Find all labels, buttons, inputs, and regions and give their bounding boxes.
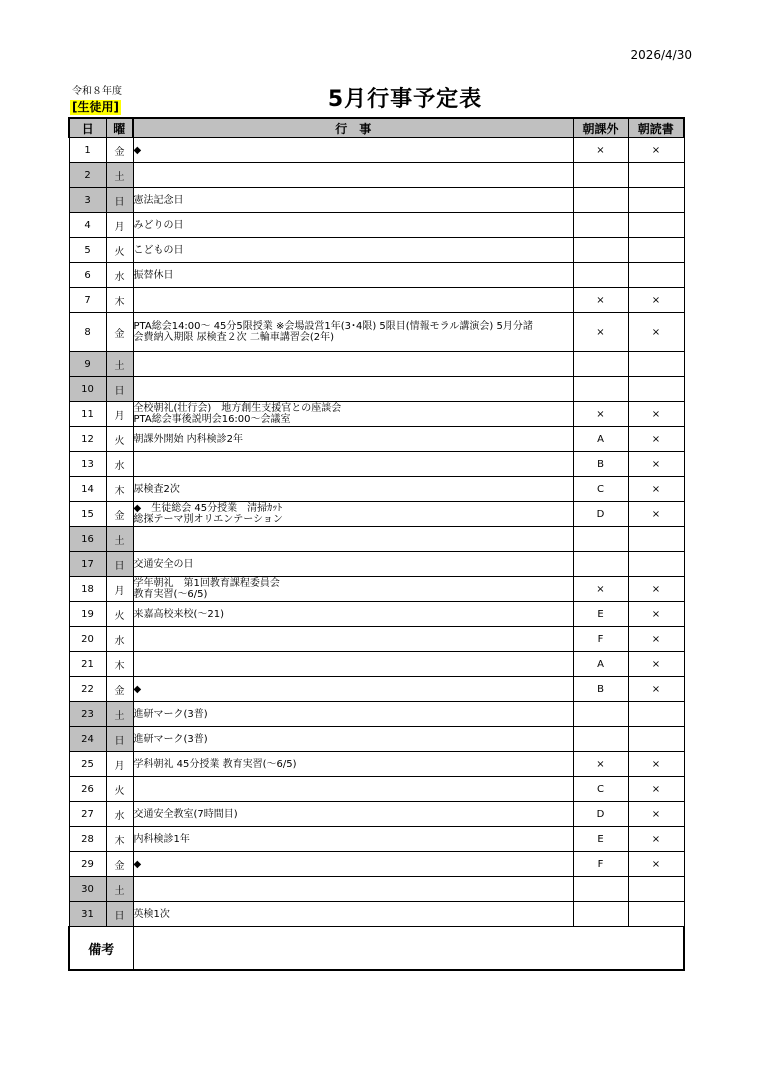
morning-reading-cell	[628, 527, 684, 552]
morning-reading-cell: ×	[628, 777, 684, 802]
morning-class-cell	[573, 527, 628, 552]
weekday-cell: 土	[106, 702, 133, 727]
table-row	[69, 652, 684, 677]
morning-class-cell	[573, 238, 628, 263]
weekday-cell: 水	[106, 263, 133, 288]
weekday-cell: 木	[106, 477, 133, 502]
header-weekday: 曜	[106, 118, 133, 138]
remarks-label: 備考	[69, 927, 133, 971]
table-row	[69, 902, 684, 927]
morning-class-cell: E	[573, 827, 628, 852]
day-cell: 18	[69, 577, 106, 602]
table-row	[69, 477, 684, 502]
event-cell	[133, 377, 573, 402]
day-cell: 24	[69, 727, 106, 752]
morning-reading-cell	[628, 163, 684, 188]
remarks-row	[69, 927, 684, 971]
table-row	[69, 627, 684, 652]
morning-class-cell: A	[573, 427, 628, 452]
usage-tag: [生徒用]	[72, 100, 119, 114]
weekday-cell: 火	[106, 777, 133, 802]
weekday-cell: 日	[106, 188, 133, 213]
day-cell: 5	[69, 238, 106, 263]
morning-reading-cell: ×	[628, 427, 684, 452]
morning-class-cell: D	[573, 502, 628, 527]
print-date: 2026/4/30	[630, 48, 692, 62]
weekday-cell: 木	[106, 288, 133, 313]
table-row	[69, 188, 684, 213]
fiscal-year-label: 令和８年度	[72, 86, 122, 97]
table-row	[69, 577, 684, 602]
weekday-cell: 金	[106, 852, 133, 877]
event-cell: ◆	[133, 852, 573, 877]
weekday-cell: 月	[106, 213, 133, 238]
morning-class-cell: ×	[573, 313, 628, 352]
day-cell: 10	[69, 377, 106, 402]
weekday-cell: 金	[106, 502, 133, 527]
morning-class-cell: D	[573, 802, 628, 827]
weekday-cell: 月	[106, 402, 133, 427]
day-cell: 6	[69, 263, 106, 288]
morning-reading-cell: ×	[628, 602, 684, 627]
table-row	[69, 752, 684, 777]
schedule-body	[69, 138, 684, 971]
weekday-cell: 日	[106, 727, 133, 752]
event-cell	[133, 627, 573, 652]
day-cell: 11	[69, 402, 106, 427]
day-cell: 1	[69, 138, 106, 163]
event-cell: 進研マーク(3普)	[133, 702, 573, 727]
table-row	[69, 852, 684, 877]
morning-reading-cell	[628, 213, 684, 238]
morning-class-cell: ×	[573, 138, 628, 163]
weekday-cell: 土	[106, 352, 133, 377]
day-cell: 20	[69, 627, 106, 652]
day-cell: 17	[69, 552, 106, 577]
day-cell: 27	[69, 802, 106, 827]
morning-class-cell	[573, 377, 628, 402]
table-row	[69, 777, 684, 802]
event-cell	[133, 288, 573, 313]
event-cell	[133, 877, 573, 902]
event-cell: ◆	[133, 677, 573, 702]
morning-class-cell: F	[573, 627, 628, 652]
event-cell: みどりの日	[133, 213, 573, 238]
weekday-cell: 木	[106, 652, 133, 677]
day-cell: 14	[69, 477, 106, 502]
morning-class-cell	[573, 727, 628, 752]
morning-reading-cell: ×	[628, 477, 684, 502]
morning-reading-cell	[628, 238, 684, 263]
morning-class-cell	[573, 877, 628, 902]
weekday-cell: 水	[106, 802, 133, 827]
day-cell: 3	[69, 188, 106, 213]
event-cell: PTA総会14:00～ 45分5限授業 ※会場設営1年(3･4限) 5限目(情報モラル講演会) 5月分諸 会費納入期限 尿検査２次 二輪車講習会(2年)	[133, 313, 573, 352]
table-row	[69, 452, 684, 477]
event-cell: 朝課外開始 内科検診2年	[133, 427, 573, 452]
table-row	[69, 263, 684, 288]
event-cell: 学科朝礼 45分授業 教育実習(～6/5)	[133, 752, 573, 777]
event-cell	[133, 652, 573, 677]
weekday-cell: 火	[106, 602, 133, 627]
morning-reading-cell: ×	[628, 802, 684, 827]
morning-reading-cell	[628, 263, 684, 288]
weekday-cell: 水	[106, 627, 133, 652]
table-row	[69, 727, 684, 752]
day-cell: 22	[69, 677, 106, 702]
morning-reading-cell: ×	[628, 502, 684, 527]
morning-class-cell	[573, 702, 628, 727]
day-cell: 9	[69, 352, 106, 377]
morning-class-cell: C	[573, 477, 628, 502]
day-cell: 15	[69, 502, 106, 527]
weekday-cell: 金	[106, 313, 133, 352]
morning-reading-cell: ×	[628, 652, 684, 677]
table-row	[69, 502, 684, 527]
day-cell: 12	[69, 427, 106, 452]
day-cell: 25	[69, 752, 106, 777]
event-cell: ◆	[133, 138, 573, 163]
morning-class-cell	[573, 263, 628, 288]
morning-class-cell: C	[573, 777, 628, 802]
day-cell: 2	[69, 163, 106, 188]
schedule-table	[68, 117, 685, 971]
event-cell	[133, 527, 573, 552]
table-row	[69, 163, 684, 188]
event-cell: 交通安全教室(7時間目)	[133, 802, 573, 827]
table-row	[69, 677, 684, 702]
weekday-cell: 水	[106, 452, 133, 477]
table-row	[69, 138, 684, 163]
morning-reading-cell: ×	[628, 577, 684, 602]
morning-reading-cell: ×	[628, 677, 684, 702]
day-cell: 28	[69, 827, 106, 852]
morning-reading-cell: ×	[628, 452, 684, 477]
table-row	[69, 602, 684, 627]
morning-reading-cell	[628, 702, 684, 727]
header-morning-reading: 朝読書	[628, 118, 684, 138]
morning-class-cell: E	[573, 602, 628, 627]
table-row	[69, 377, 684, 402]
weekday-cell: 月	[106, 752, 133, 777]
day-cell: 26	[69, 777, 106, 802]
table-row	[69, 877, 684, 902]
morning-class-cell	[573, 163, 628, 188]
event-cell: 来嘉高校来校(～21)	[133, 602, 573, 627]
weekday-cell: 月	[106, 577, 133, 602]
table-row	[69, 802, 684, 827]
table-row	[69, 213, 684, 238]
day-cell: 4	[69, 213, 106, 238]
table-row	[69, 238, 684, 263]
table-row	[69, 527, 684, 552]
weekday-cell: 日	[106, 902, 133, 927]
morning-reading-cell: ×	[628, 627, 684, 652]
morning-class-cell	[573, 213, 628, 238]
day-cell: 13	[69, 452, 106, 477]
event-cell	[133, 777, 573, 802]
table-row	[69, 827, 684, 852]
page-title: 5月行事予定表	[327, 87, 483, 112]
morning-class-cell	[573, 552, 628, 577]
event-cell	[133, 163, 573, 188]
morning-reading-cell: ×	[628, 138, 684, 163]
morning-reading-cell: ×	[628, 752, 684, 777]
weekday-cell: 日	[106, 552, 133, 577]
morning-class-cell	[573, 352, 628, 377]
morning-reading-cell: ×	[628, 827, 684, 852]
morning-class-cell: ×	[573, 577, 628, 602]
event-cell: 全校朝礼(壮行会) 地方創生支援官との座談会 PTA総会事後説明会16:00～会議室	[133, 402, 573, 427]
event-cell: 憲法記念日	[133, 188, 573, 213]
weekday-cell: 日	[106, 377, 133, 402]
day-cell: 30	[69, 877, 106, 902]
morning-reading-cell	[628, 727, 684, 752]
morning-reading-cell: ×	[628, 402, 684, 427]
day-cell: 8	[69, 313, 106, 352]
day-cell: 23	[69, 702, 106, 727]
header-event: 行 事	[133, 118, 573, 138]
morning-reading-cell: ×	[628, 288, 684, 313]
weekday-cell: 土	[106, 527, 133, 552]
day-cell: 31	[69, 902, 106, 927]
morning-reading-cell	[628, 552, 684, 577]
weekday-cell: 土	[106, 163, 133, 188]
morning-class-cell: B	[573, 677, 628, 702]
table-row	[69, 288, 684, 313]
day-cell: 16	[69, 527, 106, 552]
morning-reading-cell	[628, 188, 684, 213]
event-cell: 尿検査2次	[133, 477, 573, 502]
event-cell: 進研マーク(3普)	[133, 727, 573, 752]
event-cell: ◆ 生徒総会 45分授業 清掃ｶｯﾄ 総探テーマ別オリエンテーション	[133, 502, 573, 527]
table-row	[69, 427, 684, 452]
morning-reading-cell: ×	[628, 852, 684, 877]
event-cell: 交通安全の日	[133, 552, 573, 577]
event-cell: 英検1次	[133, 902, 573, 927]
table-row	[69, 702, 684, 727]
event-cell: こどもの日	[133, 238, 573, 263]
table-header-row	[69, 118, 684, 138]
day-cell: 21	[69, 652, 106, 677]
table-row	[69, 552, 684, 577]
weekday-cell: 土	[106, 877, 133, 902]
morning-class-cell: ×	[573, 752, 628, 777]
morning-class-cell: F	[573, 852, 628, 877]
weekday-cell: 木	[106, 827, 133, 852]
event-cell: 学年朝礼 第1回教育課程委員会 教育実習(～6/5)	[133, 577, 573, 602]
morning-class-cell: ×	[573, 402, 628, 427]
weekday-cell: 金	[106, 138, 133, 163]
remarks-field	[133, 927, 684, 971]
table-row	[69, 352, 684, 377]
morning-class-cell: B	[573, 452, 628, 477]
morning-reading-cell	[628, 877, 684, 902]
day-cell: 19	[69, 602, 106, 627]
header-day: 日	[69, 118, 106, 138]
morning-reading-cell: ×	[628, 313, 684, 352]
day-cell: 29	[69, 852, 106, 877]
morning-class-cell	[573, 188, 628, 213]
day-cell: 7	[69, 288, 106, 313]
morning-class-cell: A	[573, 652, 628, 677]
morning-reading-cell	[628, 352, 684, 377]
morning-class-cell	[573, 902, 628, 927]
header-morning-class: 朝課外	[573, 118, 628, 138]
event-cell: 振替休日	[133, 263, 573, 288]
morning-reading-cell	[628, 902, 684, 927]
morning-reading-cell	[628, 377, 684, 402]
table-row	[69, 313, 684, 352]
event-cell	[133, 352, 573, 377]
weekday-cell: 火	[106, 427, 133, 452]
event-cell	[133, 452, 573, 477]
weekday-cell: 金	[106, 677, 133, 702]
event-cell: 内科検診1年	[133, 827, 573, 852]
weekday-cell: 火	[106, 238, 133, 263]
table-row	[69, 402, 684, 427]
morning-class-cell: ×	[573, 288, 628, 313]
